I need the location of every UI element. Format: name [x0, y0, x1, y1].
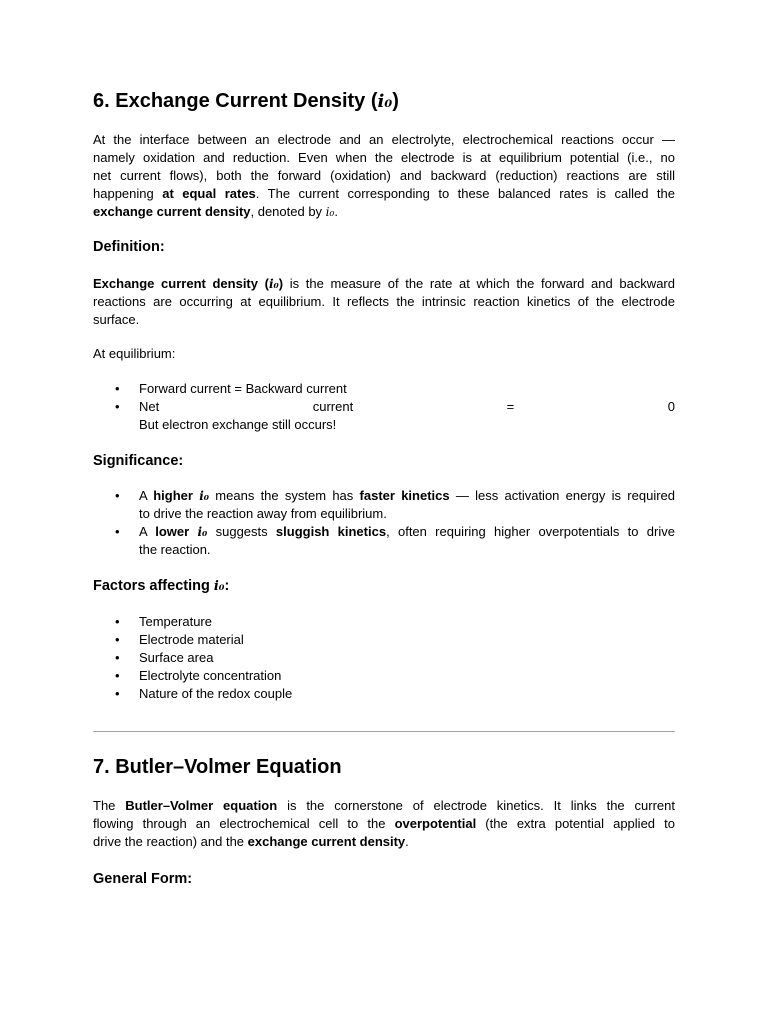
section-6-title: 6. Exchange Current Density (i₀)	[93, 90, 399, 112]
list-item: • Electrode material	[93, 631, 675, 649]
section-6-intro: At the interface between an electrode and an electrolyte, electrochemical reactions occur — namely oxidation and reduction. Even when the electrode is at equilibrium potential (i.e., no net current flows), both the forward (oxidation) and backward (reduction) reactions are still happening at equal rates. The current corresponding to these balanced rates is called the exchange current density, denoted by i₀.	[93, 132, 675, 219]
list-item: • A lower i₀ suggests sluggish kinetics, often requiring higher overpotentials to drive the reaction.	[93, 523, 675, 559]
section-7-title: 7. Butler–Volmer Equation	[93, 756, 342, 778]
definition-heading: Definition:	[93, 239, 165, 255]
list-item: • Net current = 0 But electron exchange still occurs!	[93, 398, 675, 434]
factors-heading: Factors affecting i₀:	[93, 578, 230, 594]
equilibrium-label: At equilibrium:	[93, 346, 176, 361]
significance-list	[93, 487, 675, 559]
definition-text: Exchange current density (i₀) is the measure of the rate at which the forward and backward reactions are occurring at equilibrium. It reflects the intrinsic reaction kinetics of the electrode surface.	[93, 276, 675, 327]
significance-heading: Significance:	[93, 453, 184, 469]
list-item: • Nature of the redox couple	[93, 685, 675, 703]
list-item: • Electrolyte concentration	[93, 667, 675, 685]
symbol-i0: i₀	[377, 91, 393, 112]
factors-list	[93, 613, 675, 703]
list-item: • Forward current = Backward current	[93, 380, 675, 398]
list-item: • Surface area	[93, 649, 675, 667]
general-form-heading: General Form:	[93, 871, 193, 887]
section-divider	[93, 731, 675, 732]
list-item: • A higher i₀ means the system has faster kinetics — less activation energy is required to drive the reaction away from equilibrium.	[93, 487, 675, 523]
equilibrium-list	[93, 380, 675, 434]
list-item: • Temperature	[93, 613, 675, 631]
section-7-intro: The Butler–Volmer equation is the cornerstone of electrode kinetics. It links the current flowing through an electrochemical cell to the overpotential (the extra potential applied to drive the reaction) and the exchange current density.	[93, 798, 675, 849]
